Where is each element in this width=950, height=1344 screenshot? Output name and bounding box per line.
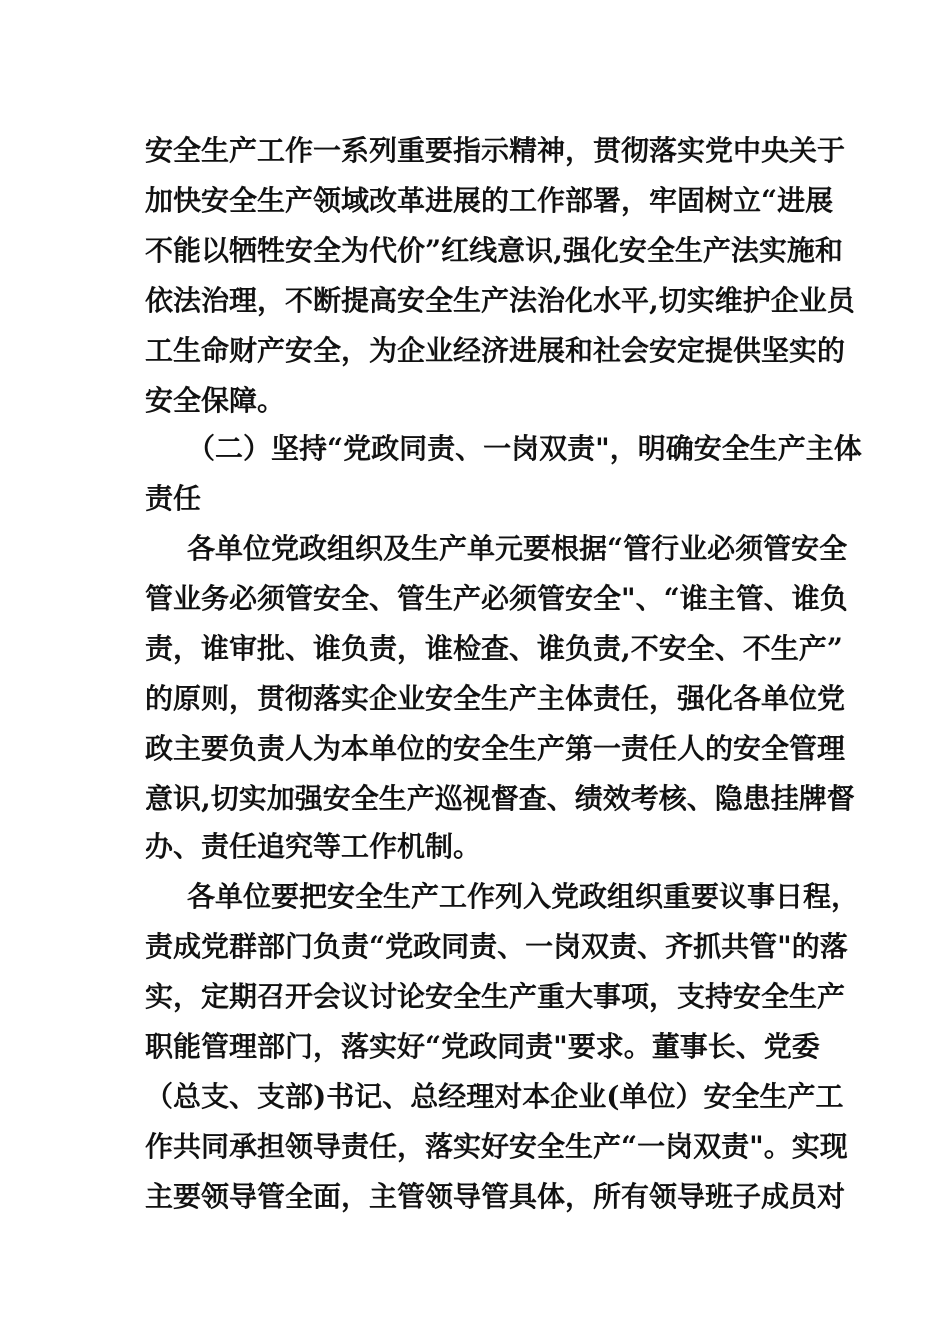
text-line-5: 工生命财产安全，为企业经济进展和社会安定提供坚实的 <box>145 334 846 367</box>
text-line-13: 政主要负责人为本单位的安全生产第一责任人的安全管理 <box>145 732 846 765</box>
text-line-20: （总支、支部)书记、总经理对本企业(单位）安全生产工 <box>145 1080 844 1113</box>
text-line-6: 安全保障。 <box>145 384 286 417</box>
text-line-17: 责成党群部门负责“党政同责、一岗双责、齐抓共管"的落 <box>145 930 848 963</box>
text-line-1: 安全生产工作一系列重要指示精神，贯彻落实党中央关于 <box>145 134 846 167</box>
text-line-19: 职能管理部门，落实好“党政同责"要求。董事长、党委 <box>145 1030 820 1063</box>
text-line-10: 管业务必须管安全、管生产必须管安全"、“谁主管、谁负 <box>145 582 848 615</box>
text-line-11: 责，谁审批、谁负责，谁检查、谁负责,不安全、不生产” <box>145 632 843 665</box>
text-line-22: 主要领导管全面，主管领导管具体，所有领导班子成员对 <box>145 1180 846 1213</box>
text-line-2: 加快安全生产领域改革进展的工作部署，牢固树立“进展 <box>145 184 834 217</box>
text-line-3: 不能以牺牲安全为代价”红线意识,强化安全生产法实施和 <box>145 234 843 267</box>
text-line-16: 各单位要把安全生产工作列入党政组织重要议事日程， <box>187 880 860 913</box>
text-line-18: 实，定期召开会议讨论安全生产重大事项，支持安全生产 <box>145 980 846 1013</box>
text-line-15: 办、责任追究等工作机制。 <box>145 830 482 863</box>
section-heading-line-2: 责任 <box>145 482 202 515</box>
text-line-9: 各单位党政组织及生产单元要根据“管行业必须管安全 <box>187 532 848 565</box>
text-line-4: 依法治理，不断提高安全生产法治化水平,切实维护企业员 <box>145 284 855 317</box>
text-line-21: 作共同承担领导责任，落实好安全生产“一岗双责"。实现 <box>145 1130 848 1163</box>
section-heading-line-1: （二）坚持“党政同责、一岗双责"，明确安全生产主体 <box>187 432 862 465</box>
text-line-12: 的原则，贯彻落实企业安全生产主体责任，强化各单位党 <box>145 682 846 715</box>
text-line-14: 意识,切实加强安全生产巡视督查、绩效考核、隐患挂牌督 <box>145 782 855 815</box>
